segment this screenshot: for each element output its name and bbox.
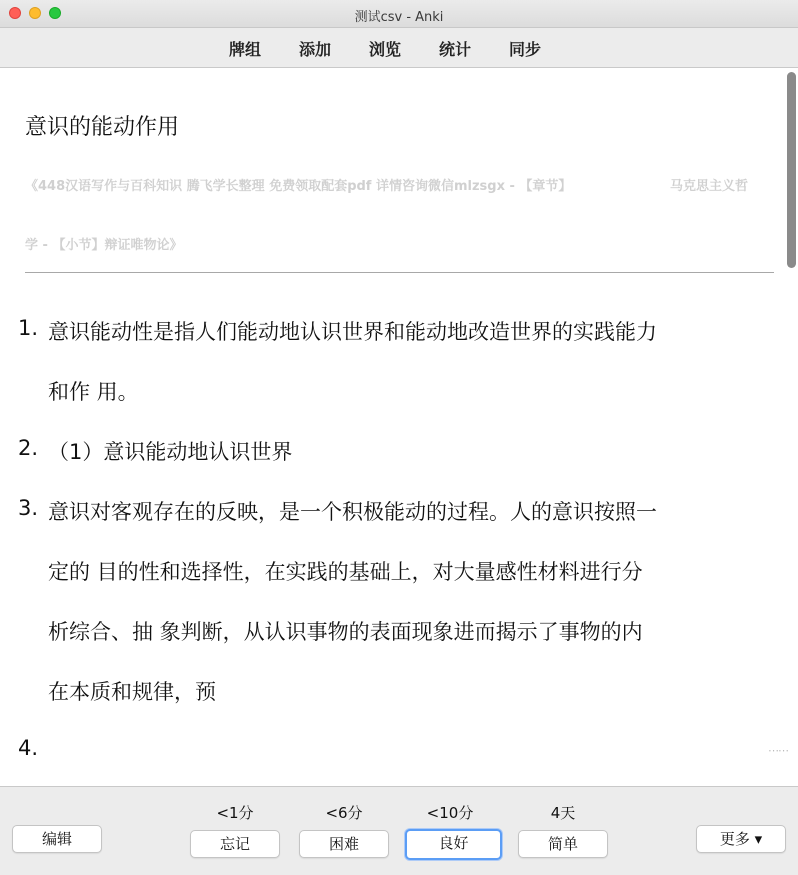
review-bottom-bar (0, 786, 798, 875)
main-toolbar (0, 28, 798, 68)
edit-button[interactable]: 编辑 (12, 825, 102, 853)
toolbar-browse[interactable]: 浏览 (369, 40, 402, 59)
card-view[interactable] (0, 68, 798, 786)
source-text-right: 马克思主义哲 (670, 179, 749, 194)
hard-button[interactable]: 困难 (299, 830, 389, 858)
answer-number: 2. (18, 436, 39, 460)
interval-label: 4天 (550, 804, 576, 822)
answer-line: 析综合、抽 象判断，从认识事物的表面现象进而揭示了事物的内 (48, 620, 643, 644)
answer-line: 定的 目的性和选择性，在实践的基础上，对大量感性材料进行分 (48, 560, 643, 584)
source-line-2: 学 - 【小节】辩证唯物论》 (25, 238, 183, 253)
answer-divider (25, 272, 774, 273)
toolbar-sync[interactable]: 同步 (509, 40, 542, 59)
resize-grip-icon[interactable]: ⋯⋯ (768, 744, 788, 757)
answer-line: 在本质和规律，预 (48, 680, 216, 704)
title-bar (0, 0, 798, 28)
answer-number: 1. (18, 316, 39, 340)
answer-line: （1）意识能动地认识世界 (48, 440, 293, 464)
source-text: 《448汉语写作与百科知识 腾飞学长整理 免费领取配套pdf 详情咨询微信mlzsgx - 【章节】 (25, 179, 572, 194)
interval-label: <1分 (216, 804, 254, 822)
more-button[interactable]: 更多 ▾ (696, 825, 786, 853)
answer-line: 意识能动性是指人们能动地认识世界和能动地改造世界的实践能力 (48, 320, 657, 344)
vertical-scrollbar[interactable] (784, 68, 798, 786)
again-button[interactable]: 忘记 (190, 830, 280, 858)
easy-button[interactable]: 简单 (518, 830, 608, 858)
interval-label: <6分 (325, 804, 363, 822)
toolbar-decks[interactable]: 牌组 (229, 40, 262, 59)
window-title: 测试csv - Anki (354, 10, 444, 25)
source-line (25, 175, 775, 194)
answer-number: 4. (18, 736, 39, 760)
scrollbar-thumb[interactable] (787, 72, 796, 268)
toolbar-add[interactable]: 添加 (299, 40, 332, 59)
toolbar-stats[interactable]: 统计 (439, 40, 472, 59)
answer-number: 3. (18, 496, 39, 520)
question-text: 意识的能动作用 (25, 115, 180, 140)
answer-line: 和作 用。 (48, 380, 139, 404)
interval-label: <10分 (426, 804, 474, 822)
good-button[interactable]: 良好 (405, 829, 502, 860)
answer-line: 意识对客观存在的反映，是一个积极能动的过程。人的意识按照一 (48, 500, 657, 524)
